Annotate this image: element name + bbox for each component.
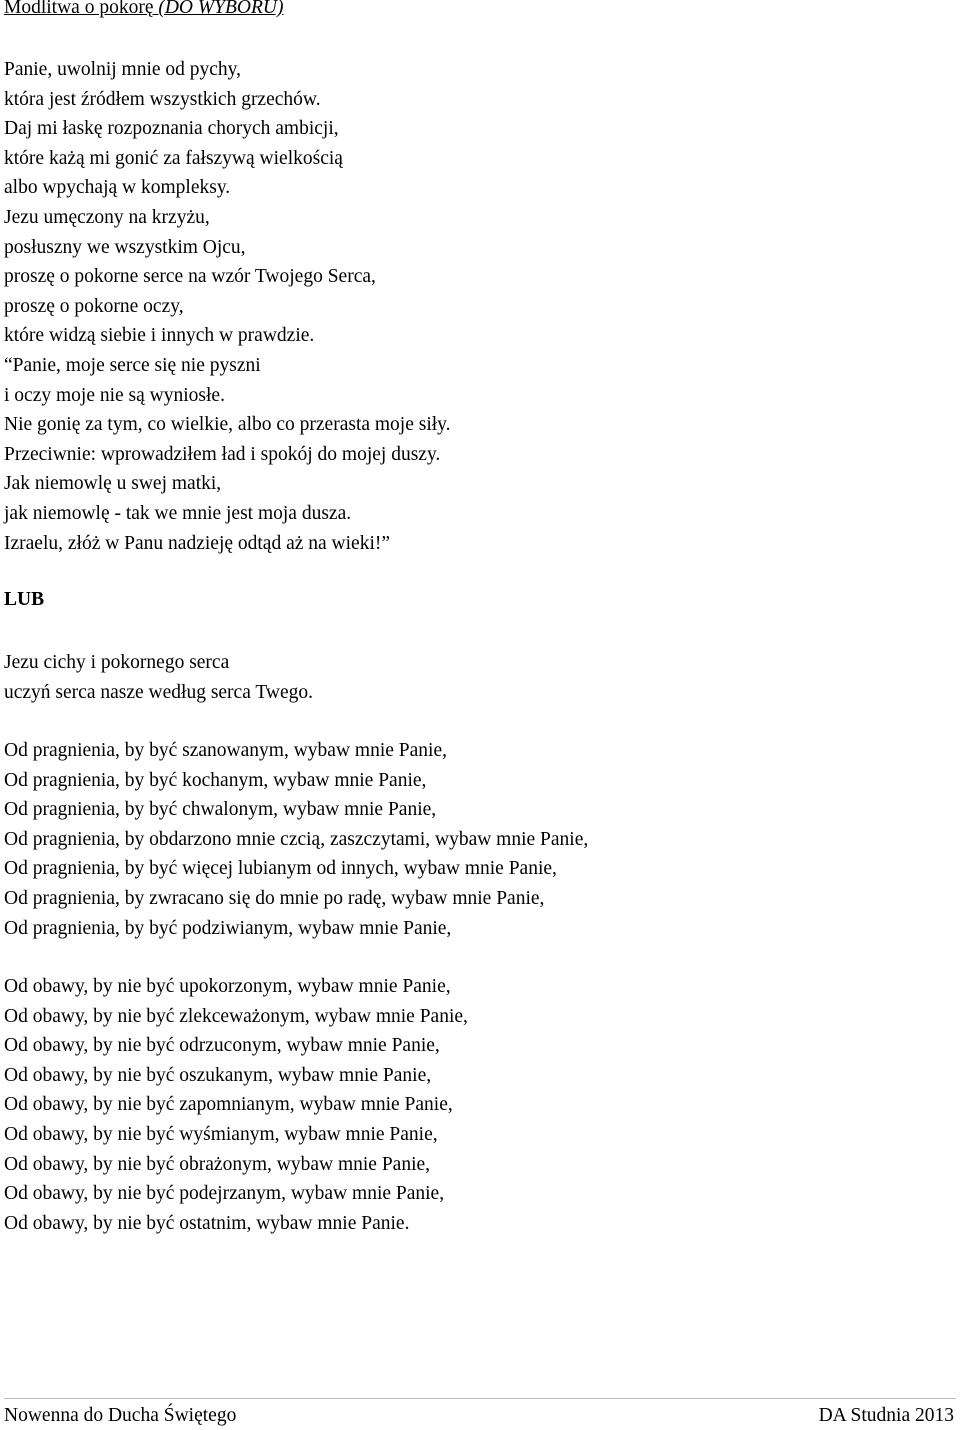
text-line: Jak niemowlę u swej matki, bbox=[4, 473, 222, 495]
title-note: (DO WYBORU) bbox=[158, 0, 284, 18]
text-line: Od obawy, by nie być podejrzanym, wybaw mnie Panie, bbox=[4, 1183, 445, 1205]
footer-right-text: DA Studnia 2013 bbox=[818, 1405, 954, 1426]
text-line: Od pragnienia, by być kochanym, wybaw mnie Panie, bbox=[4, 769, 427, 791]
litany-block-desires bbox=[4, 736, 588, 943]
text-line: Od obawy, by nie być zapomnianym, wybaw mnie Panie, bbox=[4, 1094, 453, 1116]
text-line: Od obawy, by nie być ostatnim, wybaw mnie Panie. bbox=[4, 1212, 410, 1234]
text-line: Przeciwnie: wprowadziłem ład i spokój do mojej duszy. bbox=[4, 443, 441, 465]
text-line: Od pragnienia, by obdarzono mnie czcią, zaszczytami, wybaw mnie Panie, bbox=[4, 828, 589, 850]
text-line: Od obawy, by nie być oszukanym, wybaw mnie Panie, bbox=[4, 1064, 432, 1086]
text-line: “Panie, moje serce się nie pyszni bbox=[4, 354, 261, 376]
text-line: proszę o pokorne serce na wzór Twojego Serca, bbox=[4, 266, 376, 288]
page-footer bbox=[4, 1398, 956, 1430]
text-line: uczyń serca nasze według serca Twego. bbox=[4, 681, 314, 703]
text-line: Od obawy, by nie być obrażonym, wybaw mnie Panie, bbox=[4, 1153, 431, 1175]
prayer-block-2 bbox=[4, 648, 313, 707]
text-line: Jezu cichy i pokornego serca bbox=[4, 652, 230, 673]
text-line: Od pragnienia, by być podziwianym, wybaw mnie Panie, bbox=[4, 917, 452, 939]
text-line: Daj mi łaskę rozpoznania chorych ambicji, bbox=[4, 118, 339, 140]
title-main: Modlitwa o pokorę bbox=[4, 0, 154, 18]
text-line: posłuszny we wszystkim Ojcu, bbox=[4, 236, 246, 258]
text-line: albo wpychają w kompleksy. bbox=[4, 177, 231, 199]
text-line: proszę o pokorne oczy, bbox=[4, 295, 184, 317]
text-line: Od obawy, by nie być odrzuconym, wybaw mnie Panie, bbox=[4, 1035, 440, 1057]
text-line: i oczy moje nie są wyniosłe. bbox=[4, 384, 225, 406]
text-line: Izraelu, złóż w Panu nadzieję odtąd aż na wieki!” bbox=[4, 532, 391, 554]
text-line: Od pragnienia, by być szanowanym, wybaw mnie Panie, bbox=[4, 740, 447, 761]
page-title bbox=[4, 0, 954, 19]
text-line: która jest źródłem wszystkich grzechów. bbox=[4, 88, 321, 110]
text-line: jak niemowlę - tak we mnie jest moja dusza. bbox=[4, 502, 352, 524]
text-line: Od obawy, by nie być wyśmianym, wybaw mnie Panie, bbox=[4, 1123, 438, 1145]
text-line: Od pragnienia, by zwracano się do mnie po radę, wybaw mnie Panie, bbox=[4, 887, 545, 909]
text-line: Od obawy, by nie być upokorzonym, wybaw mnie Panie, bbox=[4, 976, 451, 997]
text-line: które widzą siebie i innych w prawdzie. bbox=[4, 325, 315, 347]
document-page bbox=[4, 0, 954, 1234]
text-line: Nie gonię za tym, co wielkie, albo co przerasta moje siły. bbox=[4, 414, 451, 436]
prayer-block-1 bbox=[4, 55, 451, 558]
separator-label: LUB bbox=[4, 589, 45, 610]
text-line: Od obawy, by nie być zlekceważonym, wybaw mnie Panie, bbox=[4, 1005, 468, 1027]
text-line: Jezu umęczony na krzyżu, bbox=[4, 206, 210, 228]
litany-block-fears bbox=[4, 972, 468, 1238]
text-line: Od pragnienia, by być chwalonym, wybaw mnie Panie, bbox=[4, 799, 437, 821]
text-line: Panie, uwolnij mnie od pychy, bbox=[4, 59, 242, 80]
footer-left-text: Nowenna do Ducha Świętego bbox=[4, 1405, 237, 1426]
text-line: Od pragnienia, by być więcej lubianym od innych, wybaw mnie Panie, bbox=[4, 858, 557, 880]
text-line: które każą mi gonić za fałszywą wielkością bbox=[4, 147, 343, 169]
